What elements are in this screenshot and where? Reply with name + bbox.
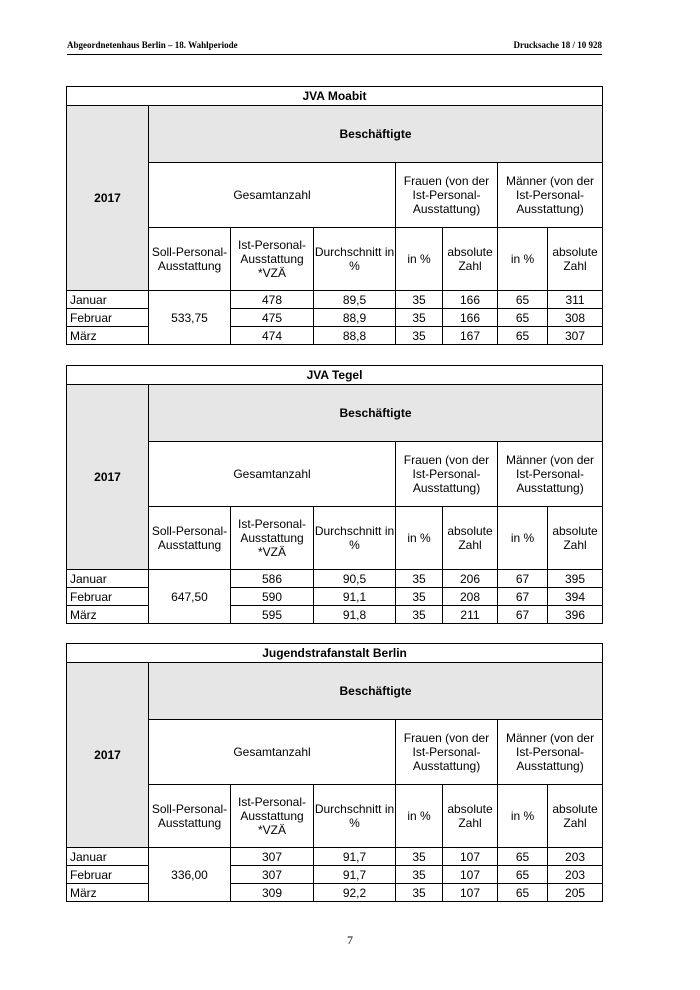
employees-header: Beschäftigte xyxy=(149,385,603,442)
women-absolute-value: 107 xyxy=(443,848,498,866)
men-percent-header: in % xyxy=(498,228,548,291)
women-header: Frauen (von der Ist-Personal-Ausstattung) xyxy=(396,442,498,507)
actual-staff-header: Ist-Personal-Ausstattung *VZÄ xyxy=(231,228,314,291)
total-header: Gesamtanzahl xyxy=(149,163,396,228)
staff-table xyxy=(66,365,603,624)
men-absolute-value: 395 xyxy=(548,570,603,588)
men-absolute-value: 311 xyxy=(548,291,603,309)
month-cell: Januar xyxy=(67,570,149,588)
women-header: Frauen (von der Ist-Personal-Ausstattung) xyxy=(396,720,498,785)
women-absolute-value: 167 xyxy=(443,327,498,345)
women-absolute-header: absolute Zahl xyxy=(443,785,498,848)
women-percent-value: 35 xyxy=(396,606,443,624)
women-percent-value: 35 xyxy=(396,327,443,345)
total-header: Gesamtanzahl xyxy=(149,442,396,507)
average-value: 88,8 xyxy=(314,327,396,345)
men-percent-value: 65 xyxy=(498,866,548,884)
women-percent-value: 35 xyxy=(396,570,443,588)
target-staff-value: 336,00 xyxy=(149,848,231,902)
men-percent-value: 65 xyxy=(498,309,548,327)
men-percent-value: 67 xyxy=(498,570,548,588)
actual-staff-value: 586 xyxy=(231,570,314,588)
men-absolute-value: 396 xyxy=(548,606,603,624)
women-percent-value: 35 xyxy=(396,309,443,327)
header-left: Abgeordnetenhaus Berlin – 18. Wahlperiode xyxy=(67,40,238,50)
month-cell: März xyxy=(67,606,149,624)
men-percent-value: 65 xyxy=(498,884,548,902)
table-row xyxy=(67,570,603,588)
men-absolute-header: absolute Zahl xyxy=(548,785,603,848)
men-absolute-value: 205 xyxy=(548,884,603,902)
average-header: Durchschnitt in % xyxy=(314,507,396,570)
target-staff-header: Soll-Personal-Ausstattung xyxy=(149,785,231,848)
year-cell: 2017 xyxy=(67,663,149,848)
month-cell: März xyxy=(67,327,149,345)
actual-staff-value: 475 xyxy=(231,309,314,327)
women-absolute-header: absolute Zahl xyxy=(443,228,498,291)
actual-staff-value: 590 xyxy=(231,588,314,606)
table-row xyxy=(67,588,603,606)
target-staff-value: 647,50 xyxy=(149,570,231,624)
women-percent-value: 35 xyxy=(396,866,443,884)
average-header: Durchschnitt in % xyxy=(314,785,396,848)
men-percent-value: 67 xyxy=(498,606,548,624)
employees-header: Beschäftigte xyxy=(149,106,603,163)
actual-staff-value: 307 xyxy=(231,866,314,884)
men-percent-value: 65 xyxy=(498,327,548,345)
month-cell: Februar xyxy=(67,588,149,606)
average-value: 89,5 xyxy=(314,291,396,309)
table-row xyxy=(67,848,603,866)
header-right: Drucksache 18 / 10 928 xyxy=(513,40,602,50)
employees-header: Beschäftigte xyxy=(149,663,603,720)
average-value: 90,5 xyxy=(314,570,396,588)
women-percent-header: in % xyxy=(396,785,443,848)
month-cell: Februar xyxy=(67,309,149,327)
year-cell: 2017 xyxy=(67,385,149,570)
women-percent-value: 35 xyxy=(396,884,443,902)
women-absolute-value: 208 xyxy=(443,588,498,606)
actual-staff-header: Ist-Personal-Ausstattung *VZÄ xyxy=(231,507,314,570)
actual-staff-value: 307 xyxy=(231,848,314,866)
average-value: 92,2 xyxy=(314,884,396,902)
table-row xyxy=(67,327,603,345)
women-absolute-value: 206 xyxy=(443,570,498,588)
men-absolute-value: 308 xyxy=(548,309,603,327)
target-staff-header: Soll-Personal-Ausstattung xyxy=(149,228,231,291)
men-absolute-value: 394 xyxy=(548,588,603,606)
actual-staff-value: 474 xyxy=(231,327,314,345)
men-percent-header: in % xyxy=(498,507,548,570)
men-percent-value: 65 xyxy=(498,848,548,866)
women-absolute-header: absolute Zahl xyxy=(443,507,498,570)
women-header: Frauen (von der Ist-Personal-Ausstattung) xyxy=(396,163,498,228)
actual-staff-value: 309 xyxy=(231,884,314,902)
staff-table xyxy=(66,86,603,345)
women-absolute-value: 166 xyxy=(443,309,498,327)
women-absolute-value: 211 xyxy=(443,606,498,624)
men-percent-value: 65 xyxy=(498,291,548,309)
women-percent-value: 35 xyxy=(396,291,443,309)
men-absolute-value: 307 xyxy=(548,327,603,345)
women-percent-header: in % xyxy=(396,228,443,291)
average-value: 91,7 xyxy=(314,848,396,866)
page-number: 7 xyxy=(347,933,353,947)
actual-staff-value: 478 xyxy=(231,291,314,309)
year-cell: 2017 xyxy=(67,106,149,291)
men-absolute-value: 203 xyxy=(548,866,603,884)
table-title: JVA Moabit xyxy=(67,87,603,106)
table-row xyxy=(67,309,603,327)
table-row xyxy=(67,291,603,309)
women-absolute-value: 166 xyxy=(443,291,498,309)
women-absolute-value: 107 xyxy=(443,884,498,902)
women-percent-value: 35 xyxy=(396,588,443,606)
average-value: 91,1 xyxy=(314,588,396,606)
table-row xyxy=(67,884,603,902)
table-title: JVA Tegel xyxy=(67,366,603,385)
table-row xyxy=(67,606,603,624)
average-value: 91,8 xyxy=(314,606,396,624)
table-row xyxy=(67,866,603,884)
target-staff-value: 533,75 xyxy=(149,291,231,345)
actual-staff-value: 595 xyxy=(231,606,314,624)
men-header: Männer (von der Ist-Personal-Ausstattung) xyxy=(498,720,603,785)
men-absolute-value: 203 xyxy=(548,848,603,866)
men-absolute-header: absolute Zahl xyxy=(548,228,603,291)
men-header: Männer (von der Ist-Personal-Ausstattung) xyxy=(498,163,603,228)
women-percent-value: 35 xyxy=(396,848,443,866)
average-value: 88,9 xyxy=(314,309,396,327)
actual-staff-header: Ist-Personal-Ausstattung *VZÄ xyxy=(231,785,314,848)
men-absolute-header: absolute Zahl xyxy=(548,507,603,570)
men-percent-value: 67 xyxy=(498,588,548,606)
average-header: Durchschnitt in % xyxy=(314,228,396,291)
month-cell: Januar xyxy=(67,291,149,309)
women-percent-header: in % xyxy=(396,507,443,570)
month-cell: Februar xyxy=(67,866,149,884)
women-absolute-value: 107 xyxy=(443,866,498,884)
staff-table xyxy=(66,643,603,902)
total-header: Gesamtanzahl xyxy=(149,720,396,785)
month-cell: Januar xyxy=(67,848,149,866)
page-header xyxy=(67,40,602,55)
table-title: Jugendstrafanstalt Berlin xyxy=(67,644,603,663)
average-value: 91,7 xyxy=(314,866,396,884)
month-cell: März xyxy=(67,884,149,902)
men-percent-header: in % xyxy=(498,785,548,848)
target-staff-header: Soll-Personal-Ausstattung xyxy=(149,507,231,570)
men-header: Männer (von der Ist-Personal-Ausstattung) xyxy=(498,442,603,507)
